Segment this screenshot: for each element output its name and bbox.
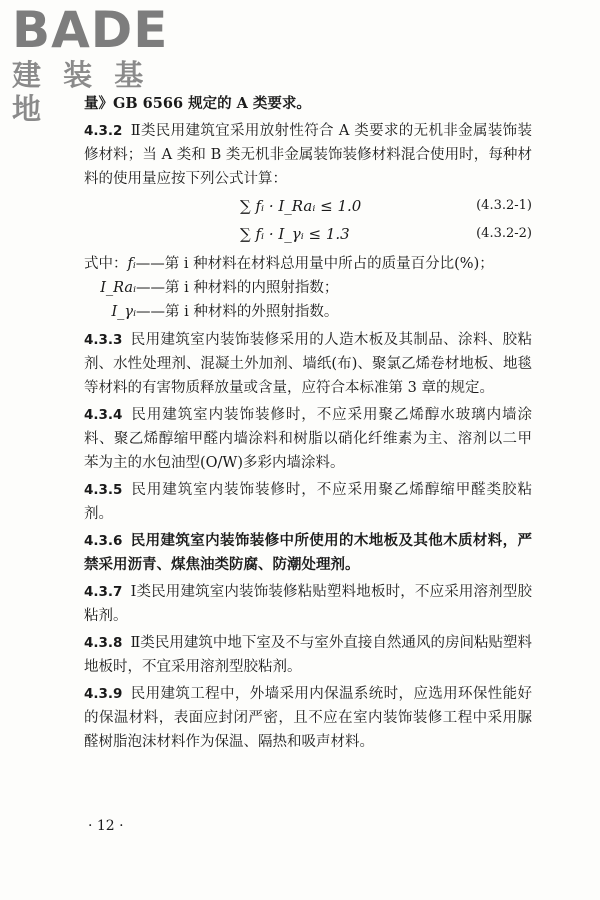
clause-4-3-9: [84, 682, 532, 754]
clause-4-3-4: [84, 403, 532, 475]
clause-4-3-3: [84, 328, 532, 400]
clause-number: 4.3.8: [84, 635, 123, 651]
formula-number: (4.3.2-2): [476, 226, 532, 241]
clause-number: 4.3.4: [84, 407, 123, 423]
clause-number: 4.3.5: [84, 482, 123, 498]
clause-text: 民用建筑室内装饰装修中所使用的木地板及其他木质材料，严禁采用沥青、煤焦油类防腐、防潮处理剂。: [84, 532, 532, 573]
continued-line: 量》GB 6566 规定的 A 类要求。: [84, 95, 311, 112]
clause-4-3-6: [84, 529, 532, 577]
definition-row: [84, 276, 532, 300]
definition-row: [84, 300, 532, 324]
clause-text: Ⅱ类民用建筑中地下室及不与室外直接自然通风的房间粘贴塑料地板时，不宜采用溶剂型胶粘剂。: [84, 635, 532, 675]
clause-4-3-2: [84, 119, 532, 191]
document-body: [84, 92, 532, 757]
clause-number: 4.3.3: [84, 332, 123, 348]
definition-text: ——第 i 种材料的外照射指数。: [136, 304, 339, 320]
clause-text: 民用建筑室内装饰装修时，不应采用聚乙烯醇缩甲醛类胶粘剂。: [84, 482, 532, 522]
clause-text: 民用建筑工程中，外墙采用内保温系统时，应选用环保性能好的保温材料，表面应封闭严密，且不应在室内装饰装修工程中采用脲醛树脂泡沫材料作为保温、隔热和吸声材料。: [84, 686, 532, 750]
clause-4-3-7: [84, 580, 532, 628]
clause-4-3-5: [84, 478, 532, 526]
clause-number: 4.3.2: [84, 123, 123, 139]
formula-2: [84, 222, 532, 250]
definition-symbol: I_Raᵢ: [100, 280, 136, 296]
definition-symbol: fᵢ: [127, 256, 136, 272]
definition-row: [84, 252, 532, 276]
logo-subtitle: 建 装 基 地: [12, 58, 150, 126]
definition-text: ——第 i 种材料的内照射指数；: [136, 280, 339, 296]
clause-text: 民用建筑室内装饰装修采用的人造木板及其制品、涂料、胶粘剂、水性处理剂、混凝土外加剂、墙纸(布)、聚氯乙烯卷材地板、地毯等材料的有害物质释放量或含量，应符合本标准第 3 章的规定。: [84, 332, 532, 396]
symbol-definitions: [84, 252, 532, 324]
clause-text: 民用建筑室内装饰装修时，不应采用聚乙烯醇水玻璃内墙涂料、聚乙烯醇缩甲醛内墙涂料和树脂以硝化纤维素为主、溶剂以二甲苯为主的水包油型(O/W)多彩内墙涂料。: [84, 407, 532, 471]
definition-lead: 式中：: [84, 256, 128, 272]
clause-text: Ⅰ类民用建筑室内装饰装修粘贴塑料地板时，不应采用溶剂型胶粘剂。: [84, 584, 532, 624]
definition-text: ——第 i 种材料在材料总用量中所占的质量百分比(%)；: [135, 256, 494, 272]
clause-text: Ⅱ类民用建筑宜采用放射性符合 A 类要求的无机非金属装饰装修材料；当 A 类和 B 类无机非金属装饰装修材料混合使用时，每种材料的使用量应按下列公式计算：: [84, 123, 532, 187]
formula-number: (4.3.2-1): [476, 198, 532, 213]
page-number: · 12 ·: [88, 818, 124, 834]
clause-number: 4.3.7: [84, 584, 123, 600]
clause-number: 4.3.6: [84, 533, 123, 549]
clause-number: 4.3.9: [84, 686, 123, 702]
formula-expression: ∑ fᵢ · I_Raᵢ ≤ 1.0: [240, 197, 362, 215]
definition-symbol: I_γᵢ: [111, 304, 136, 320]
clause-4-3-8: [84, 631, 532, 679]
brand-logo: [12, 1, 182, 126]
formula-expression: ∑ fᵢ · I_γᵢ ≤ 1.3: [240, 225, 350, 243]
logo-wordmark: BADE: [12, 1, 169, 59]
formula-1: [84, 194, 532, 222]
